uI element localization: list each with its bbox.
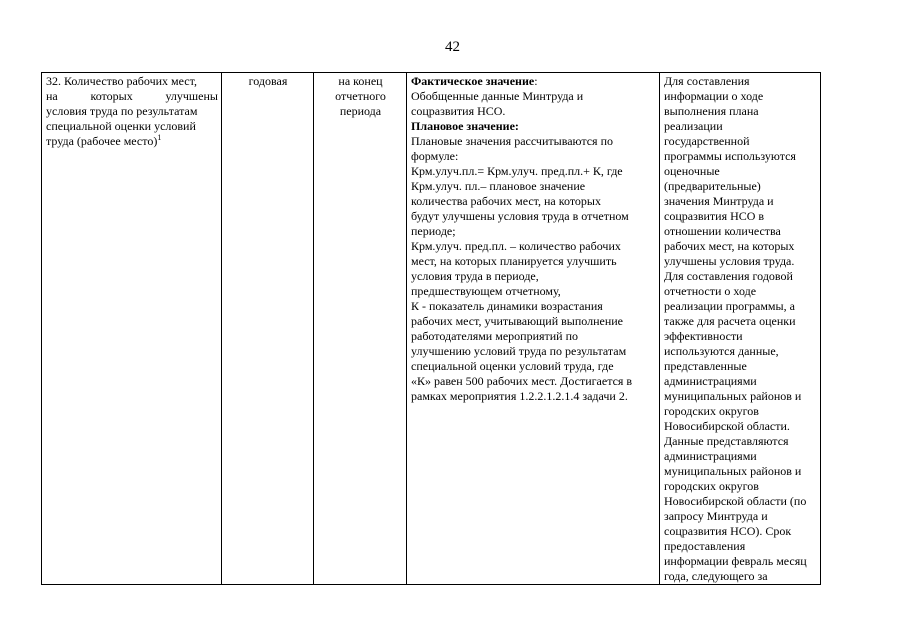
notes-line: администрациями	[664, 449, 757, 463]
notes-line: Новосибирской области.	[664, 419, 790, 433]
notes-line: Новосибирской области (по	[664, 494, 807, 508]
notes-line: государственной	[664, 134, 750, 148]
notes-line: информации февраль месяц	[664, 554, 807, 568]
notes-line: (предварительные)	[664, 179, 761, 193]
indicator-name-line: специальной оценки условий	[46, 119, 196, 133]
plan-line: Крм.улуч. пред.пл. – количество рабочих	[411, 239, 621, 253]
timing-cell	[314, 73, 407, 585]
notes-line: представленные	[664, 359, 747, 373]
periodicity-text: годовая	[248, 74, 288, 88]
notes-line: значения Минтруда и	[664, 194, 774, 208]
periodicity-cell	[222, 73, 314, 585]
indicator-name-cell	[42, 73, 222, 585]
plan-line: Плановые значения рассчитываются по	[411, 134, 613, 148]
plan-line: предшествующем отчетному,	[411, 284, 561, 298]
plan-line: рабочих мест, учитывающий выполнение	[411, 314, 624, 328]
indicator-name-line	[46, 89, 218, 104]
timing-line: отчетного	[335, 89, 386, 103]
plan-heading	[411, 119, 656, 134]
notes-line: программы используются	[664, 149, 796, 163]
notes-line: соцразвития НСО). Срок	[664, 524, 792, 538]
method-cell	[407, 73, 660, 585]
plan-line: работодателями мероприятий по	[411, 329, 579, 343]
notes-line: улучшены условия труда.	[664, 254, 795, 268]
notes-line: администрациями	[664, 374, 757, 388]
indicator-name-line: условия труда по результатам	[46, 104, 198, 118]
indicator-name-last: труда (рабочее место)	[46, 134, 158, 148]
notes-line: Для составления	[664, 74, 750, 88]
notes-line: эффективности	[664, 329, 743, 343]
indicator-word: на	[46, 89, 58, 103]
notes-line: года, следующего за	[664, 569, 768, 583]
fact-line: Обобщенные данные Минтруда и	[411, 89, 584, 103]
fact-label: Фактическое значение	[411, 74, 535, 88]
plan-line: улучшению условий труда по результатам	[411, 344, 627, 358]
notes-line: городских округов	[664, 479, 759, 493]
notes-line: оценочные	[664, 164, 720, 178]
notes-line: реализации	[664, 119, 723, 133]
indicator-word: которых	[90, 89, 133, 103]
plan-line: рамках мероприятия 1.2.2.1.2.1.4 задачи 2.	[411, 389, 628, 403]
page-number: 42	[445, 39, 460, 55]
plan-line: К - показатель динамики возрастания	[411, 299, 603, 313]
fact-line: соцразвития НСО.	[411, 104, 506, 118]
timing-line: периода	[339, 104, 382, 118]
notes-line: Для составления годовой	[664, 269, 793, 283]
notes-line: муниципальных районов и	[664, 464, 802, 478]
plan-line: будут улучшены условия труда в отчетном	[411, 209, 629, 223]
notes-line: информации о ходе	[664, 89, 764, 103]
table-row	[42, 73, 821, 585]
notes-line: отношении количества	[664, 224, 781, 238]
notes-cell	[660, 73, 821, 585]
footnote-marker: 1	[157, 133, 162, 142]
notes-line: также для расчета оценки	[664, 314, 796, 328]
plan-line: специальной оценки условий труда, где	[411, 359, 614, 373]
notes-line: соцразвития НСО в	[664, 209, 765, 223]
fact-colon: :	[534, 74, 538, 88]
notes-line: городских округов	[664, 404, 759, 418]
fact-heading	[411, 74, 656, 89]
indicator-word: улучшены	[165, 89, 218, 103]
notes-line: рабочих мест, на которых	[664, 239, 795, 253]
notes-line: отчетности о ходе	[664, 284, 757, 298]
notes-line: используются данные,	[664, 344, 779, 358]
indicator-name-line	[46, 134, 218, 149]
plan-line: «К» равен 500 рабочих мест. Достигается в	[411, 374, 633, 388]
notes-line: предоставления	[664, 539, 746, 553]
indicator-name-line: 32. Количество рабочих мест,	[46, 74, 197, 88]
notes-line: муниципальных районов и	[664, 389, 802, 403]
plan-line: Крм.улуч. пл.– плановое значение	[411, 179, 586, 193]
plan-label: Плановое значение:	[411, 119, 519, 133]
notes-line: запросу Минтруда и	[664, 509, 768, 523]
indicator-table	[41, 72, 821, 585]
plan-line: условия труда в периоде,	[411, 269, 539, 283]
notes-line: выполнения плана	[664, 104, 759, 118]
plan-line: мест, на которых планируется улучшить	[411, 254, 617, 268]
plan-line: формуле:	[411, 149, 459, 163]
plan-line: Крм.улуч.пл.= Крм.улуч. пред.пл.+ К, где	[411, 164, 623, 178]
timing-line: на конец	[338, 74, 383, 88]
plan-line: периоде;	[411, 224, 456, 238]
notes-line: реализации программы, а	[664, 299, 795, 313]
plan-line: количества рабочих мест, на которых	[411, 194, 601, 208]
notes-line: Данные представляются	[664, 434, 789, 448]
